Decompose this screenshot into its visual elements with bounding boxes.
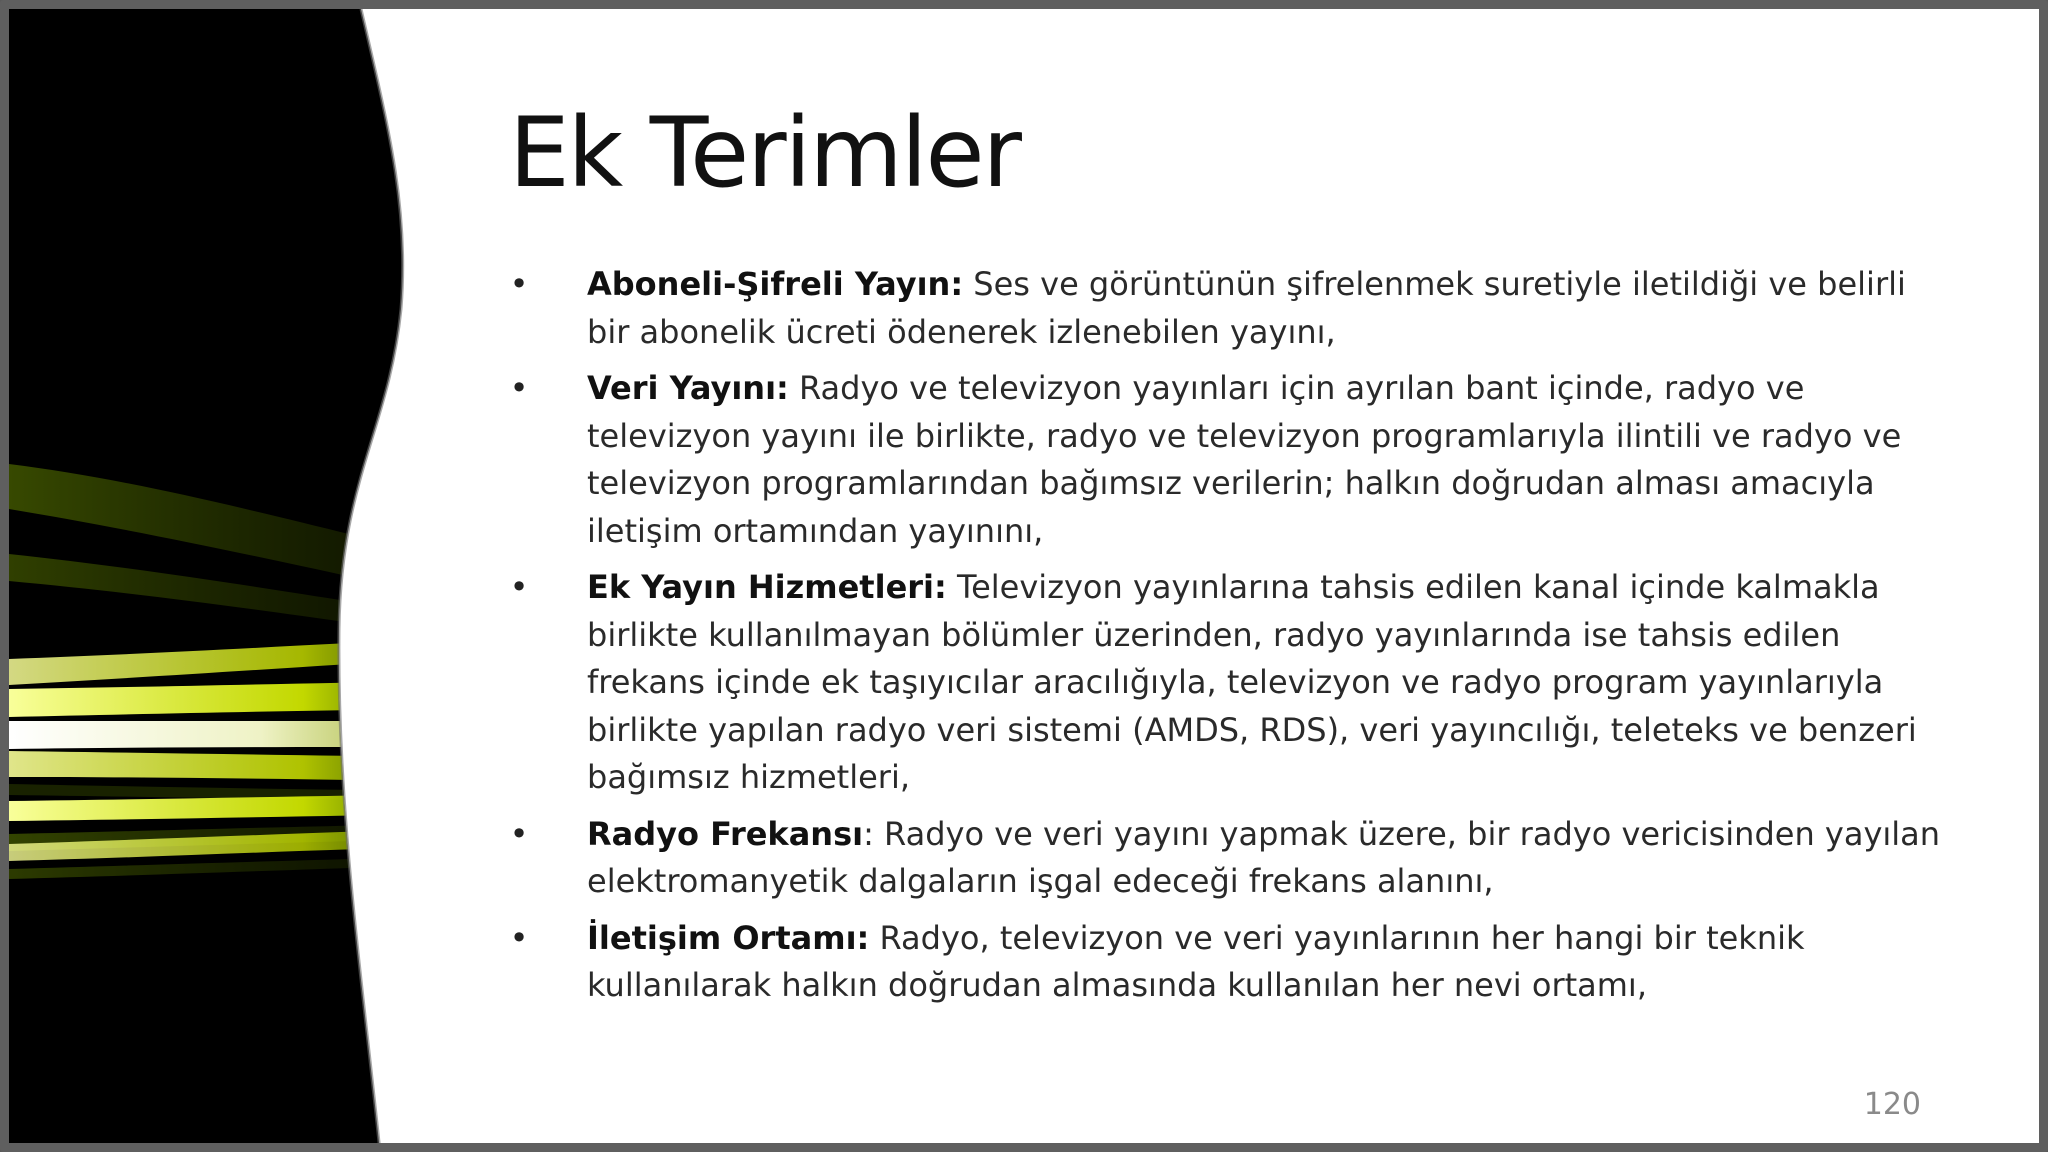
- term-label: İletişim Ortamı:: [587, 918, 870, 957]
- term-label: Aboneli-Şifreli Yayın:: [587, 265, 964, 303]
- term-label: Veri Yayını:: [587, 369, 789, 407]
- bullet-icon: •: [509, 369, 529, 407]
- list-item: [509, 261, 1949, 356]
- page-number: 120: [1863, 1087, 1921, 1122]
- term-definition: Televizyon yayınlarına tahsis edilen kanal içinde kalmakla birlikte kullanılmayan bölümler üzerinden, radyo yayınlarında ise tahsis edilen frekans içinde ek taşıyıcılar aracılığıyla, televizyon ve radyo program yayınlarıyla birlikte yapılan radyo veri sistemi (AMDS, RDS), veri yayıncılığı, teleteks ve benzeri bağımsız hizmetleri,: [587, 568, 1917, 796]
- term-definition: Ses ve görüntünün şifrelenmek suretiyle iletildiği ve belirli bir abonelik ücreti ödenerek izlenebilen yayını,: [587, 265, 1906, 351]
- definition-list: [509, 261, 1949, 1019]
- decorative-light-streaks: [9, 9, 429, 1152]
- bullet-icon: •: [509, 568, 529, 606]
- term-label: Ek Yayın Hizmetleri:: [587, 568, 947, 606]
- list-item: [509, 564, 1949, 802]
- term-definition: Radyo, televizyon ve veri yayınlarının her hangi bir teknik kullanılarak halkın doğrudan almasında kullanılan her nevi ortamı,: [587, 918, 1805, 1004]
- term-label: Radyo Frekansı: [587, 814, 864, 853]
- bullet-icon: •: [509, 265, 529, 303]
- term-definition: : Radyo ve veri yayını yapmak üzere, bir radyo vericisinden yayılan elektromanyetik dalgaların işgal edeceği frekans alanını,: [587, 814, 1941, 900]
- bullet-icon: •: [509, 918, 529, 957]
- list-item: [509, 365, 1949, 555]
- term-definition: Radyo ve televizyon yayınları için ayrılan bant içinde, radyo ve televizyon yayını ile birlikte, radyo ve televizyon programlarıyla ilintili ve radyo ve televizyon programlarından bağımsız verilerin; halkın doğrudan alması amacıyla iletişim ortamından yayınını,: [587, 369, 1902, 550]
- bullet-icon: •: [509, 814, 529, 853]
- list-item: [509, 915, 1949, 1010]
- slide-title: Ek Terimler: [509, 97, 1021, 209]
- list-item: [509, 811, 1949, 906]
